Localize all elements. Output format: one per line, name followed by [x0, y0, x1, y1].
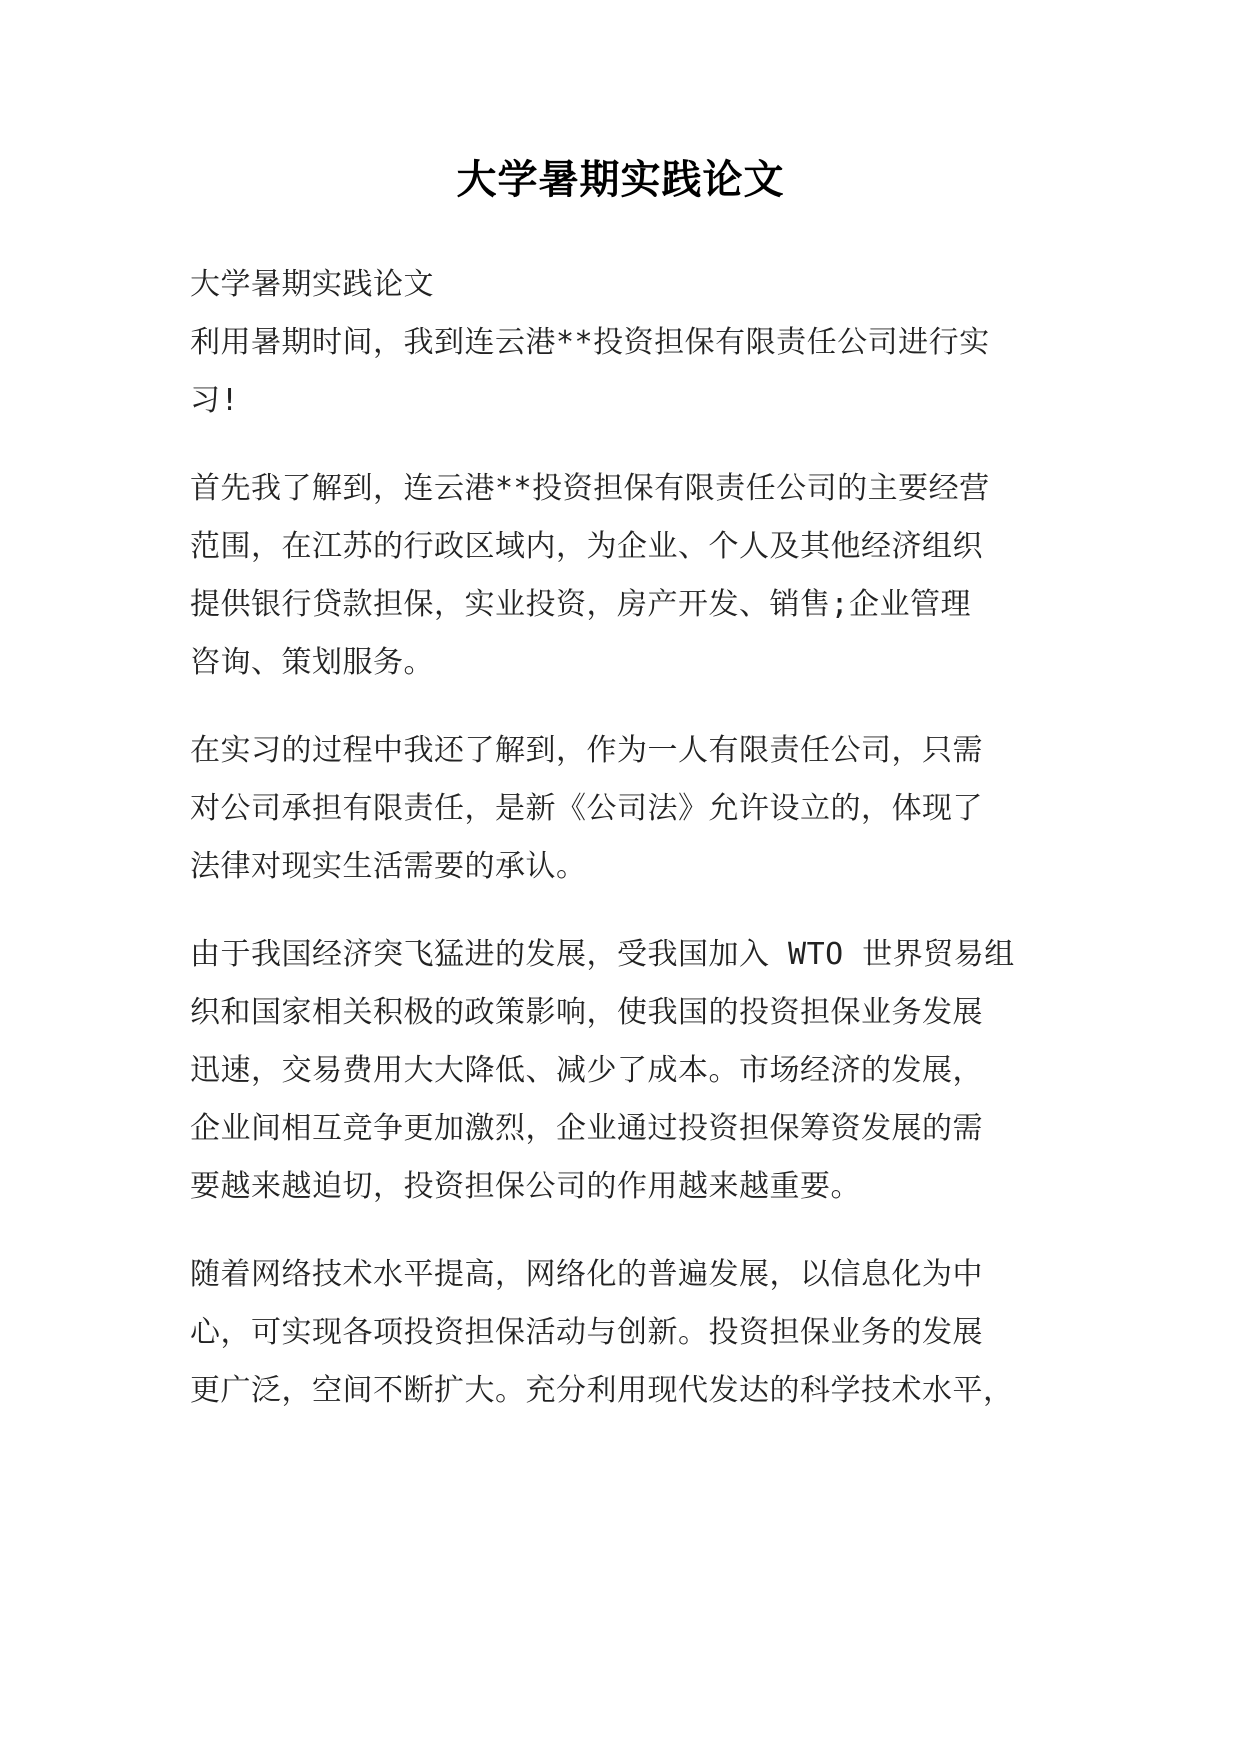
- text-line: 迅速，交易费用大大降低、减少了成本。市场经济的发展，: [190, 1053, 983, 1088]
- paragraph-network-technology: [190, 1246, 1060, 1420]
- text-line: 随着网络技术水平提高，网络化的普遍发展，以信息化为中: [190, 1257, 983, 1292]
- text-line: 首先我了解到，连云港**投资担保有限责任公司的主要经营: [190, 471, 990, 506]
- text-line: 由于我国经济突飞猛进的发展，受我国加入 WTO 世界贸易组: [190, 937, 1015, 972]
- text-line: 利用暑期时间，我到连云港**投资担保有限责任公司进行实: [190, 325, 990, 360]
- paragraph-company-law: [190, 722, 1060, 896]
- text-line: 心，可实现各项投资担保活动与创新。投资担保业务的发展: [190, 1315, 983, 1350]
- paragraph-spacer: [190, 692, 1060, 722]
- paragraph-intro: [190, 256, 1060, 430]
- text-line: 更广泛，空间不断扩大。充分利用现代发达的科学技术水平，: [190, 1373, 1014, 1408]
- text-line: 企业间相互竞争更加激烈，企业通过投资担保筹资发展的需: [190, 1111, 983, 1146]
- text-line: 在实习的过程中我还了解到，作为一人有限责任公司，只需: [190, 733, 983, 768]
- paragraph-spacer: [190, 1216, 1060, 1246]
- document-title: 大学暑期实践论文: [456, 156, 785, 203]
- paragraph-business-scope: [190, 460, 1060, 692]
- text-line: 法律对现实生活需要的承认。: [190, 849, 587, 884]
- paragraph-spacer: [190, 896, 1060, 926]
- paragraph-spacer: [190, 430, 1060, 460]
- text-line: 范围，在江苏的行政区域内，为企业、个人及其他经济组织: [190, 529, 983, 564]
- text-line: 提供银行贷款担保，实业投资，房产开发、销售;企业管理: [190, 587, 972, 622]
- text-line: 织和国家相关积极的政策影响，使我国的投资担保业务发展: [190, 995, 983, 1030]
- text-line: 咨询、策划服务。: [190, 645, 434, 680]
- text-line: 大学暑期实践论文: [190, 267, 434, 302]
- text-line: 对公司承担有限责任，是新《公司法》允许设立的，体现了: [190, 791, 983, 826]
- text-line: 要越来越迫切，投资担保公司的作用越来越重要。: [190, 1169, 861, 1204]
- document-body: [190, 256, 1060, 1420]
- text-line: 习!: [190, 383, 240, 418]
- paragraph-economic-development: [190, 926, 1060, 1216]
